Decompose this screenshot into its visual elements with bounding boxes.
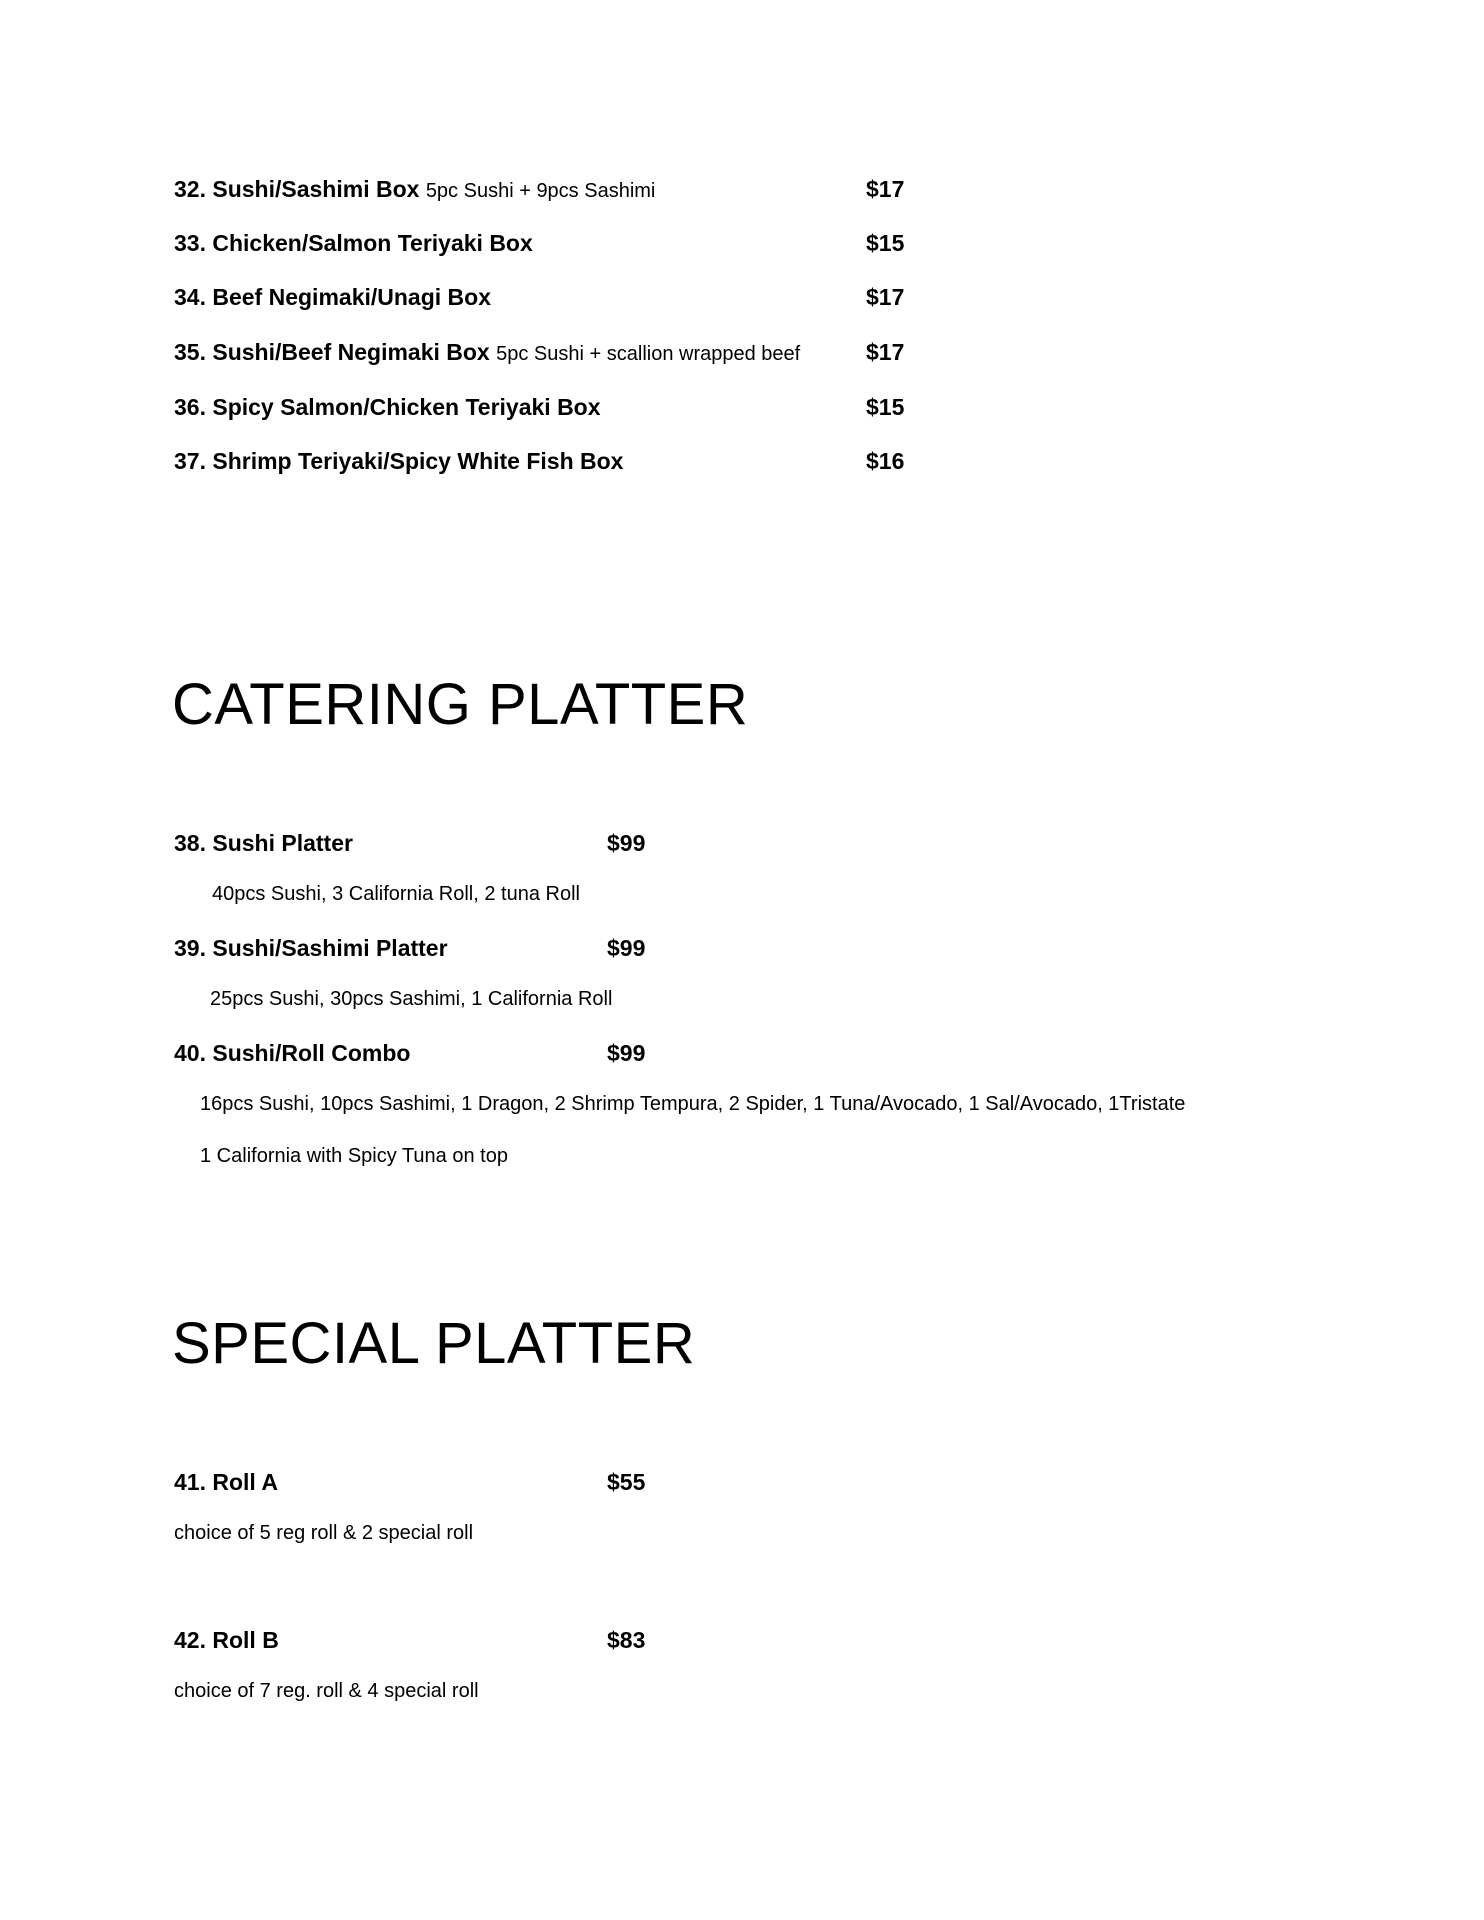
menu-item-description: choice of 5 reg roll & 2 special roll — [174, 1522, 474, 1544]
menu-item-37 — [174, 447, 623, 475]
menu-item-price: $15 — [866, 394, 905, 420]
section-heading-special: SPECIAL PLATTER — [172, 1311, 696, 1376]
menu-item-description: choice of 7 reg. roll & 4 special roll — [174, 1680, 479, 1702]
menu-item-title: 32. Sushi/Sashimi Box — [174, 176, 420, 202]
menu-item-33 — [174, 229, 533, 257]
menu-item-price: $55 — [607, 1469, 646, 1495]
menu-item-title: 39. Sushi/Sashimi Platter — [174, 935, 448, 961]
menu-item-description: 40pcs Sushi, 3 California Roll, 2 tuna Roll — [212, 883, 580, 905]
menu-item-price: $99 — [607, 1040, 646, 1066]
menu-item-title: 34. Beef Negimaki/Unagi Box — [174, 284, 491, 310]
menu-item-title: 41. Roll A — [174, 1469, 278, 1495]
menu-item-price: $99 — [607, 935, 646, 961]
menu-item-price: $15 — [866, 230, 905, 256]
menu-item-title: 38. Sushi Platter — [174, 830, 353, 856]
menu-item-description: 25pcs Sushi, 30pcs Sashimi, 1 California Roll — [210, 988, 613, 1010]
menu-item-price: $17 — [866, 176, 905, 202]
menu-item-price: $17 — [866, 339, 905, 365]
menu-item-35 — [174, 338, 800, 368]
menu-item-title: 37. Shrimp Teriyaki/Spicy White Fish Box — [174, 448, 624, 474]
menu-item-description: 16pcs Sushi, 10pcs Sashimi, 1 Dragon, 2 Shrimp Tempura, 2 Spider, 1 Tuna/Avocado, 1 Sal/Avocado, 1Tristate — [200, 1093, 1186, 1115]
menu-item-price: $16 — [866, 448, 905, 474]
menu-item-title: 42. Roll B — [174, 1627, 279, 1653]
menu-item-description: 1 California with Spicy Tuna on top — [200, 1145, 508, 1167]
menu-item-title: 36. Spicy Salmon/Chicken Teriyaki Box — [174, 394, 601, 420]
menu-item-price: $99 — [607, 830, 646, 856]
menu-item-34 — [174, 283, 491, 311]
menu-item-description: 5pc Sushi + scallion wrapped beef — [496, 343, 801, 365]
menu-item-price: $83 — [607, 1627, 646, 1653]
menu-item-36 — [174, 393, 601, 421]
menu-item-title: 40. Sushi/Roll Combo — [174, 1040, 411, 1066]
menu-item-title: 33. Chicken/Salmon Teriyaki Box — [174, 230, 533, 256]
section-heading-catering: CATERING PLATTER — [172, 672, 749, 737]
menu-item-price: $17 — [866, 284, 905, 310]
menu-item-32 — [174, 175, 655, 205]
menu-item-description: 5pc Sushi + 9pcs Sashimi — [425, 180, 656, 202]
menu-item-title: 35. Sushi/Beef Negimaki Box — [174, 339, 490, 365]
